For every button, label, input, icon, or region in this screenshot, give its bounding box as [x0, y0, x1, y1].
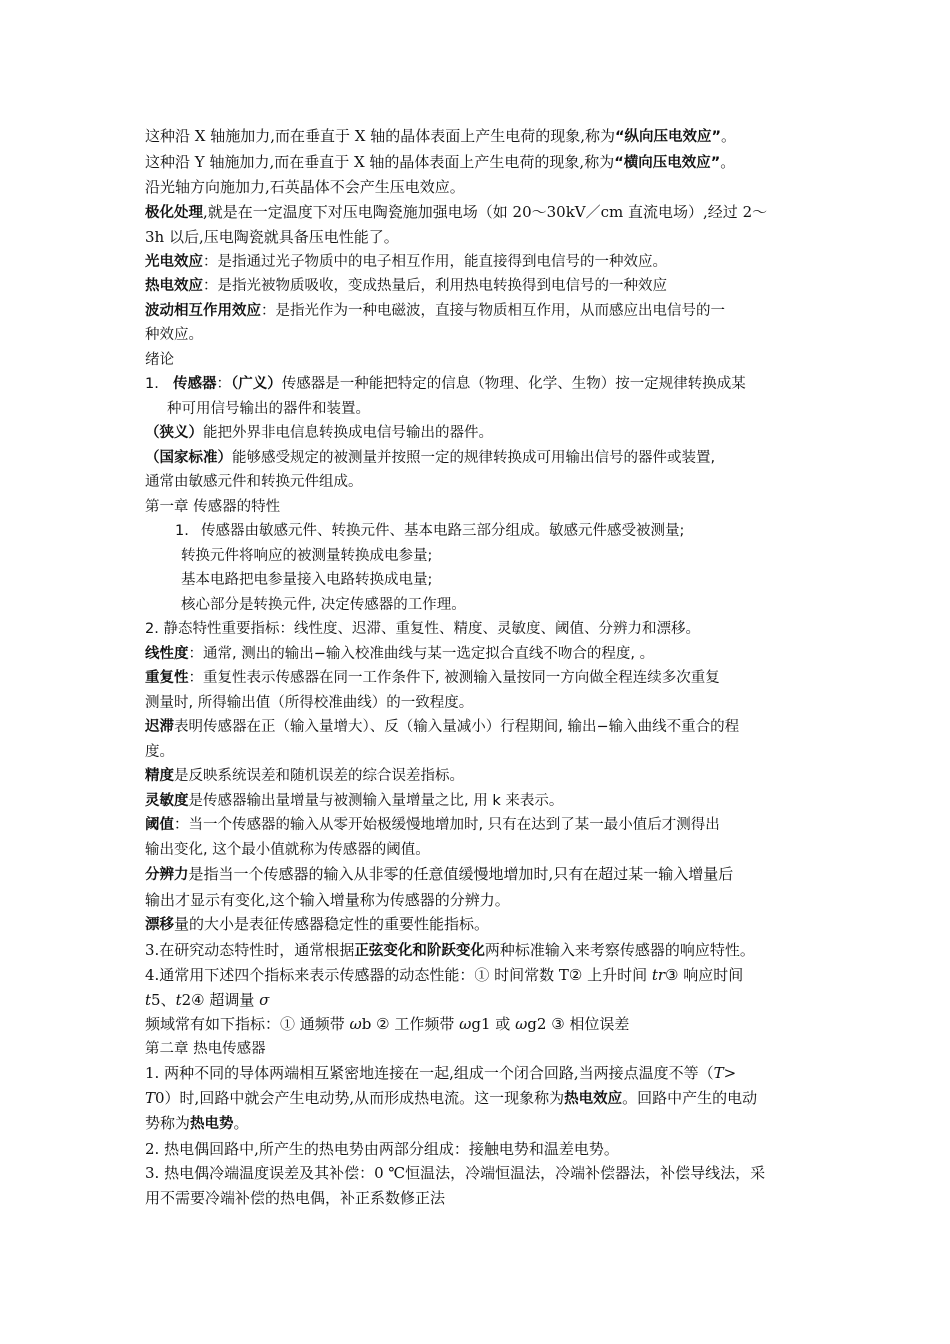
text-line: 势称为热电势。 — [145, 1114, 249, 1132]
text-line: （国家标准）能够感受规定的被测量并按照一定的规律转换成可用输出信号的器件或装置, — [145, 449, 716, 466]
text-line: 度。 — [145, 743, 174, 760]
text-line: 基本电路把电参量接入电路转换成电量; — [181, 572, 433, 588]
text-line: 热电效应：是指光被物质吸收，变成热量后，利用热电转换得到电信号的一种效应 — [145, 278, 667, 294]
text-line: 重复性：重复性表示传感器在同一工作条件下, 被测输入量按同一方向做全程连续多次重复 — [145, 670, 720, 686]
text-line: 波动相互作用效应：是指光作为一种电磁波，直接与物质相互作用，从而感应出电信号的一 — [145, 302, 725, 319]
text-line: 阈值：当一个传感器的输入从零开始极缓慢地增加时, 只有在达到了某一最小值后才测得出 — [145, 817, 720, 833]
text-line: 1. 传感器：（广义）传感器是一种能把特定的信息（物理、化学、生物）按一定规律转换成某 — [145, 376, 746, 392]
text-line: 4.通常用下述四个指标来表示传感器的动态性能：① 时间常数 T② 上升时间 tr③ 响应时间 — [145, 966, 744, 984]
text-line: 转换元件将响应的被测量转换成电参量; — [181, 547, 433, 564]
text-line: 核心部分是转换元件, 决定传感器的工作理。 — [181, 596, 466, 613]
text-line: 通常由敏感元件和转换元件组成。 — [145, 474, 363, 490]
text-line: 精度是反映系统误差和随机误差的综合误差指标。 — [145, 768, 464, 784]
text-line: 漂移量的大小是表征传感器稳定性的重要性能指标。 — [145, 915, 490, 933]
text-line: 这种沿 X 轴施加力,而在垂直于 X 轴的晶体表面上产生电荷的现象,称为“纵向压电效应”。 — [145, 127, 737, 145]
text-line: 迟滞表明传感器在正（输入量增大）、反（输入量减小）行程期间, 输出−输入曲线不重合的程 — [145, 719, 740, 735]
text-line: 这种沿 Y 轴施加力,而在垂直于 X 轴的晶体表面上产生电荷的现象,称为“横向压电效应”。 — [145, 152, 736, 171]
text-line: 2. 热电偶回路中,所产生的热电势由两部分组成：接触电势和温差电势。 — [145, 1139, 619, 1158]
text-line: 1. 两种不同的导体两端相互紧密地连接在一起,组成一个闭合回路,当两接点温度不等（T> — [145, 1064, 737, 1082]
text-line: 线性度：通常, 测出的输出−输入校准曲线与某一选定拟合直线不吻合的程度, 。 — [145, 645, 655, 662]
text-line: （狭义）能把外界非电信息转换成电信号输出的器件。 — [145, 425, 493, 441]
text-line: 种可用信号输出的器件和装置。 — [167, 400, 370, 417]
text-line: 2. 静态特性重要指标：线性度、迟滞、重复性、精度、灵敏度、阈值、分辨力和漂移。 — [145, 621, 700, 637]
text-line: 3. 热电偶冷端温度误差及其补偿：0 ℃恒温法，冷端恒温法，冷端补偿器法，补偿导线法，采 — [145, 1164, 766, 1182]
chapter-heading: 第一章 传感器的特性 — [145, 498, 281, 515]
text-line: 极化处理,就是在一定温度下对压电陶瓷施加强电场（如 20～30kV／cm 直流电场）,经过 2～ — [145, 202, 768, 221]
text-line: 1. 传感器由敏感元件、转换元件、基本电路三部分组成。敏感元件感受被测量; — [175, 523, 685, 539]
text-line: 分辨力是指当一个传感器的输入从非零的任意值缓慢地增加时,只有在超过某一输入增量后 — [145, 865, 734, 883]
text-line: 频域常有如下指标：① 通频带 ωb ② 工作频带 ωg1 或 ωg2 ③ 相位误差 — [145, 1015, 630, 1033]
text-line: 3h 以后,压电陶瓷就具备压电性能了。 — [145, 228, 399, 246]
text-line: 用不需要冷端补偿的热电偶，补正系数修正法 — [145, 1188, 446, 1207]
text-line: 3.在研究动态特性时，通常根据正弦变化和阶跃变化两种标准输入来考察传感器的响应特性。 — [145, 940, 755, 959]
text-line: 输出变化, 这个最小值就称为传感器的阈值。 — [145, 841, 430, 858]
chapter-heading: 第二章 热电传感器 — [145, 1040, 266, 1057]
text-line: 沿光轴方向施加力,石英晶体不会产生压电效应。 — [145, 178, 465, 196]
text-line: 测量时, 所得输出值（所得校准曲线）的一致程度。 — [145, 694, 474, 711]
text-line: t5、t2④ 超调量 σ — [145, 990, 270, 1009]
text-line: 种效应。 — [145, 327, 203, 343]
text-line: T0）时,回路中就会产生电动势,从而形成热电流。这一现象称为热电效应。回路中产生的电动 — [145, 1088, 758, 1107]
text-line: 灵敏度是传感器输出量增量与被测输入量增量之比, 用 k 来表示。 — [145, 792, 564, 809]
document-body — [145, 124, 825, 1210]
text-line: 输出才显示有变化,这个输入增量称为传感器的分辨力。 — [145, 890, 510, 909]
text-line: 光电效应：是指通过光子物质中的电子相互作用，能直接得到电信号的一种效应。 — [145, 253, 667, 270]
section-heading: 绪论 — [145, 351, 174, 368]
